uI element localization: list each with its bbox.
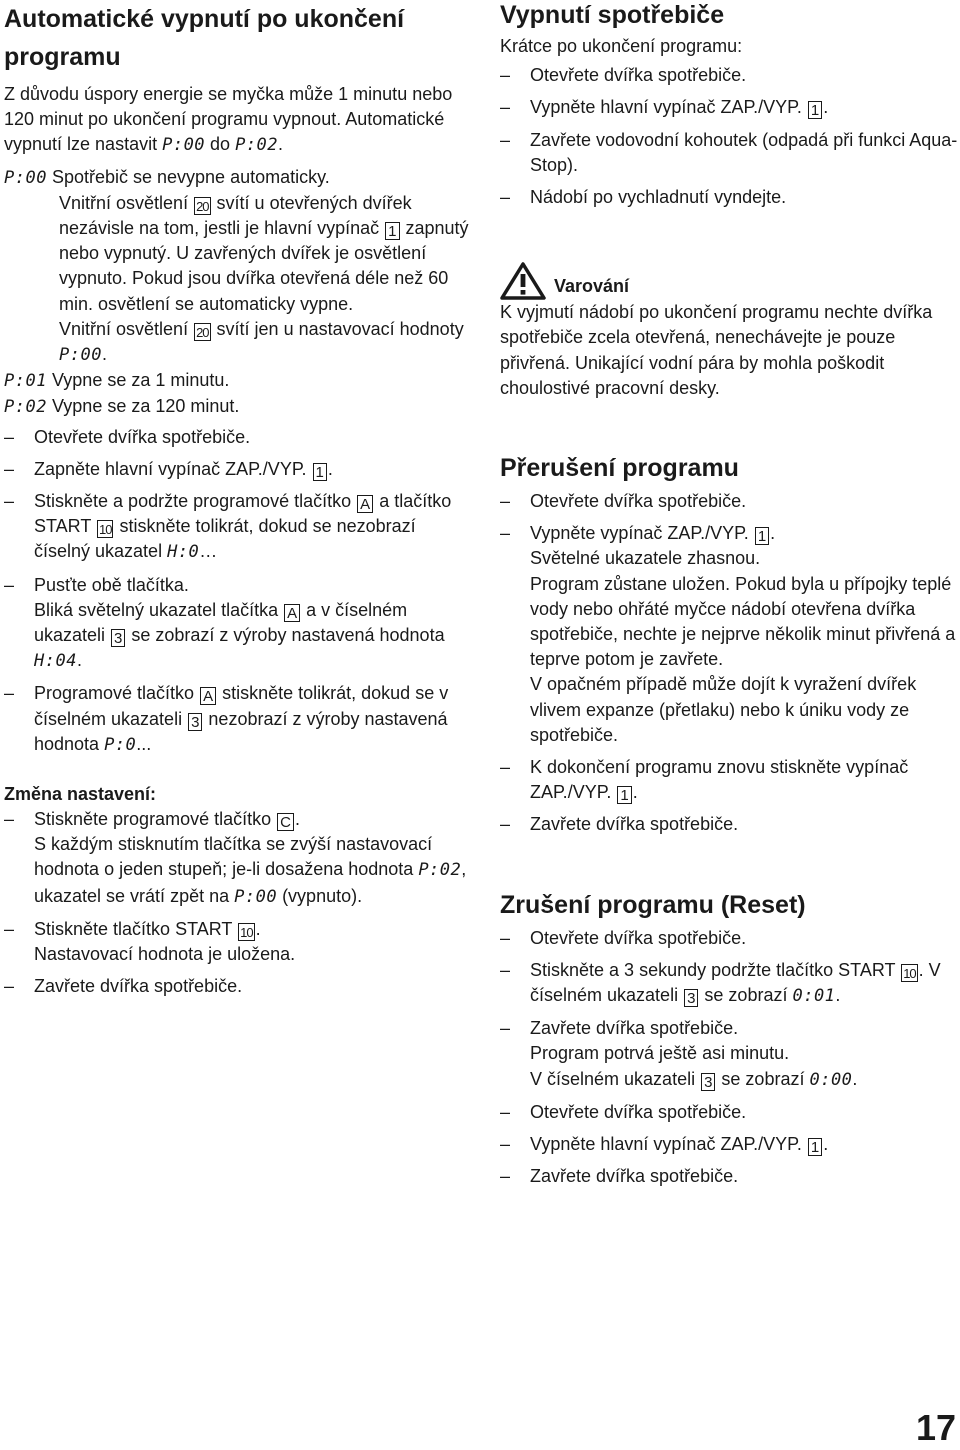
button-ref-1: 1 [313, 463, 327, 481]
reset-steps [500, 926, 958, 1190]
warning-text: K vyjmutí nádobí po ukončení programu nechte dvířka spotřebiče zcela otevřená, nenechávejte je pouze přivřená. Unikající vodní pára by mohla poškodit choulostivé pracovní desky. [500, 302, 933, 398]
interrupt-steps [500, 489, 958, 838]
setting-p00-desc2: Vnitřní osvětlení 20 svítí jen u nastavovací hodnoty P:00. [59, 318, 464, 366]
left-column [4, 0, 474, 1000]
button-ref-1: 1 [385, 222, 399, 240]
list-item: – Zavřete vodovodní kohoutek (odpadá při funkci Aqua-Stop). [500, 128, 958, 178]
display-ref-3: 3 [684, 989, 698, 1007]
button-ref-10: 10 [903, 965, 916, 981]
button-ref-a: A [357, 495, 373, 513]
warning-heading: Varování [500, 262, 958, 300]
warning-icon [500, 262, 546, 300]
list-item: – Pusťte obě tlačítka. Bliká světelný ukazatel tlačítka A a v číselném ukazateli 3 se zobrazí z výroby nastavená hodnota H:04. [4, 573, 474, 675]
list-item: – Stiskněte programové tlačítko C . S každým stisknutím tlačítka se zvýší nastavovací hodnota o jeden stupeň; je-li dosažena hodnota P:02, ukazatel se vrátí zpět na P:00 (vypnuto). [4, 807, 474, 910]
switch-off-steps [500, 63, 958, 210]
change-settings-heading: Změna nastavení: [4, 784, 157, 805]
display-ref-3: 3 [701, 1073, 715, 1091]
list-item: – Zavřete dvířka spotřebiče. [4, 974, 474, 999]
setting-p01: P:01 Vypne se za 1 minutu. [4, 370, 230, 392]
list-item: – Programové tlačítko A stiskněte tolikrát, dokud se v číselném ukazateli 3 nezobrazí z výroby nastavená hodnota P:0... [4, 681, 474, 758]
section-title-reset: Zrušení programu (Reset) [500, 890, 806, 919]
section-title-auto-off: Automatické vypnutí po ukončení programu [4, 5, 405, 71]
list-item: – Zapněte hlavní vypínač ZAP./VYP. 1 . [4, 457, 474, 482]
list-item: – Zavřete dvířka spotřebiče. Program potrvá ještě asi minutu. V číselném ukazateli 3 se zobrazí 0:00. [500, 1016, 958, 1093]
button-ref-a: A [200, 687, 216, 705]
list-item: – Otevřete dvířka spotřebiče. [4, 425, 474, 450]
list-item: – Vypněte vypínač ZAP./VYP. 1 . Světelné ukazatele zhasnou. Program zůstane uložen. Pokud byla u přípojky teplé vody nebo ohřáté myčce nádobí otevřena dvířka spotřebiče, nechte je nejprve několik minut přivřená a teprve potom je zavřete. V opačném případě může dojít k vyražení dvířek vlivem expanze (přetlaku) nebo k úniku vody ze spotřebiče. [500, 521, 958, 748]
display-ref-3: 3 [111, 629, 125, 647]
setting-p00: P:00 Spotřebič se nevypne automaticky. [4, 166, 330, 188]
button-ref-1: 1 [617, 786, 631, 804]
setting-p02: P:02 Vypne se za 120 minut. [4, 396, 240, 418]
list-item: – Otevřete dvířka spotřebiče. [500, 489, 958, 514]
display-ref-3: 3 [188, 713, 202, 731]
button-ref-1: 1 [755, 527, 769, 545]
list-item: – K dokončení programu znovu stiskněte vypínač ZAP./VYP. 1 . [500, 755, 958, 805]
warning-box [500, 262, 958, 401]
button-ref-a: A [284, 604, 300, 622]
list-item: – Stiskněte a 3 sekundy podržte tlačítko START 10 . V číselném ukazateli 3 se zobrazí 0:01. [500, 958, 958, 1009]
list-item: – Vypněte hlavní vypínač ZAP./VYP. 1 . [500, 1132, 958, 1157]
steps-list [4, 425, 474, 758]
list-item: – Nádobí po vychladnutí vyndejte. [500, 185, 958, 210]
list-item: – Zavřete dvířka spotřebiče. [500, 812, 958, 837]
button-ref-20: 20 [196, 198, 209, 214]
section-title-interrupt: Přerušení programu [500, 454, 739, 483]
setting-p00-desc1: Vnitřní osvětlení 20 svítí u otevřených dvířek nezávisle na tom, jestli je hlavní vypínač 1 zapnutý nebo vypnutý. U zavřených dvířek je osvětlení vypnuto. Pokud jsou dvířka otevřená déle než 60 min. osvětlení se automaticky vypne. [59, 192, 469, 314]
list-item: – Zavřete dvířka spotřebiče. [500, 1164, 958, 1189]
list-item: – Stiskněte tlačítko START 10 . Nastavovací hodnota je uložena. [4, 917, 474, 967]
list-item: – Stiskněte a podržte programové tlačítko A a tlačítko START 10 stiskněte tolikrát, dokud se nezobrazí číselný ukazatel H:0… [4, 489, 474, 566]
button-ref-c: C [277, 813, 294, 831]
button-ref-10: 10 [99, 522, 112, 538]
list-item: – Otevřete dvířka spotřebiče. [500, 926, 958, 951]
list-item: – Otevřete dvířka spotřebiče. [500, 1100, 958, 1125]
right-column [500, 0, 958, 1190]
list-item: – Otevřete dvířka spotřebiče. [500, 63, 958, 88]
button-ref-1: 1 [808, 101, 822, 119]
button-ref-1: 1 [808, 1138, 822, 1156]
page-number: 17 [915, 1407, 956, 1448]
section-title-switch-off: Vypnutí spotřebiče [500, 1, 725, 29]
change-steps-list [4, 807, 474, 999]
button-ref-20: 20 [196, 324, 209, 340]
switch-off-intro: Krátce po ukončení programu: [500, 36, 743, 56]
intro-paragraph: Z důvodu úspory energie se myčka může 1 minutu nebo 120 minut po ukončení programu vypnout. Automatické vypnutí lze nastavit P:00 do P:02. [4, 84, 453, 156]
button-ref-10: 10 [240, 924, 253, 940]
list-item: – Vypněte hlavní vypínač ZAP./VYP. 1 . [500, 95, 958, 120]
